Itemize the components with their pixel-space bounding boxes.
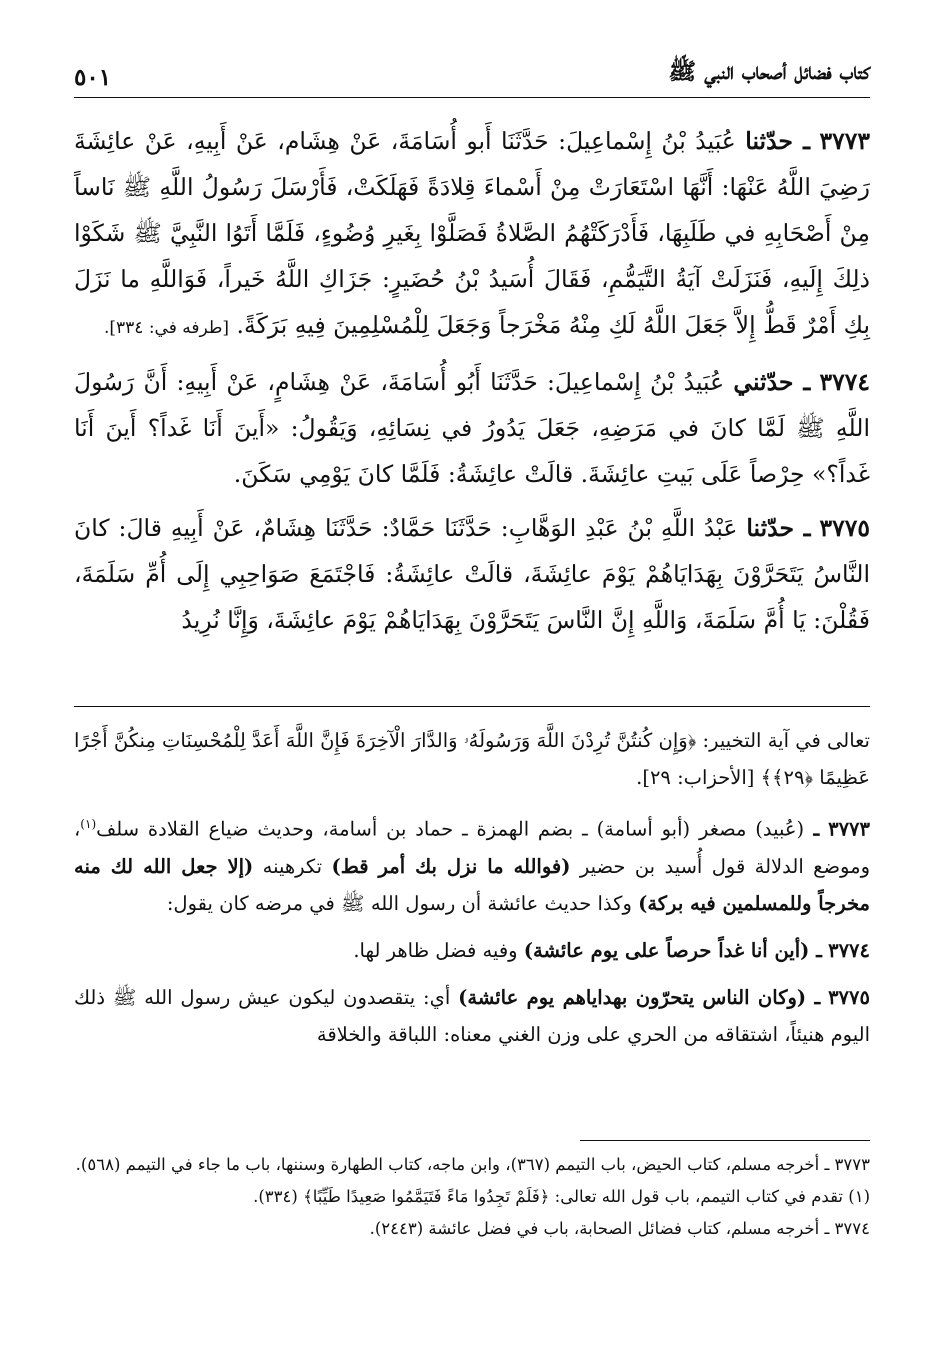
- hadith-opening: حدّثنا: [745, 127, 793, 155]
- commentary-quote: (فوالله ما نزل بك أمر قط): [331, 854, 571, 878]
- commentary-3773: ٣٧٧٣ ـ (عُبيد) مصغر (أبو أسامة) ـ بضم الهمزة ـ حماد بن أسامة، وحديث ضياع القلادة سلف$^{(١)}$، وموضع الدلالة قول أُسيد بن حضير (فوالله ما نزل بك أمر قط) تكرهينه (إلا جعل الله لك منه مخرجاً وللمسلمين فيه بركة) وكذا حديث عائشة أن رسول الله ﷺ في مرضه كان يقول:: [74, 817, 870, 915]
- hadith-text: [74, 118, 870, 651]
- commentary-quote: (إلا جعل الله لك منه مخرجاً وللمسلمين فيه بركة): [74, 854, 870, 915]
- commentary-3774: ٣٧٧٤ ـ (أين أنا غداً حرصاً على يوم عائشة) وفيه فضل ظاهر لها.: [353, 938, 870, 962]
- hadith-number: ٣٧٧٥: [819, 514, 870, 542]
- hadith-number: ٣٧٧٤: [819, 368, 870, 396]
- commentary-text: تكرهينه: [262, 854, 323, 878]
- footnotes: [74, 1150, 870, 1246]
- footnote: (١) تقدم في كتاب التيمم، باب قول الله تعالى: ﴿فَلَمْ تَجِدُوا مَاءً فَتَيَمَّمُوا صَعِيدًا طَيِّبًا﴾ (٣٣٤).: [253, 1187, 870, 1206]
- commentary-quote: (وكان الناس يتحرّون بهداياهم يوم عائشة): [458, 985, 807, 1009]
- hadith-tarf: [طرفه في: ٣٣٤].: [103, 318, 230, 338]
- hadith-3775: ٣٧٧٥ ـ حدّثنا عَبْدُ اللَّهِ بْنُ عَبْدِ الوَهَّابِ: حَدَّثَنَا حَمَّادٌ: حَدَّثَنَا هِشَامٌ، عَنْ أَبِيهِ قالَ: كانَ النَّاسُ يَتَحَرَّوْنَ بِهَدَايَاهُمْ يَوْمَ عائِشَةَ، قالَتْ عائِشَةُ: فَاجْتَمَعَ صَوَاحِبِي إِلَى أُمِّ سَلَمَةَ، فَقُلْنَ: يَا أُمَّ سَلَمَةَ، وَاللَّهِ إِنَّ النَّاسَ يَتَحَرَّوْنَ بِهَدَايَاهُمْ يَوْمَ عائِشَةَ، وَإِنَّا نُرِيدُ: [74, 514, 870, 634]
- header-title: كتاب فضائل أصحاب النبي ﷺ: [668, 58, 870, 85]
- footnote: ٣٧٧٤ ـ أخرجه مسلم، كتاب فضائل الصحابة، باب في فضل عائشة (٢٤٤٣).: [369, 1219, 870, 1238]
- footnote-divider: [580, 1140, 870, 1141]
- commentary-text: وكذا حديث عائشة أن رسول الله ﷺ في مرضه كان يقول:: [166, 891, 632, 915]
- commentary-text: وفيه فضل ظاهر لها.: [353, 938, 518, 962]
- commentary-3775: ٣٧٧٥ ـ (وكان الناس يتحرّون بهداياهم يوم عائشة) أي: يتقصدون ليكون عيش رسول الله ﷺ ذلك اليوم هنيئاً، اشتقاقه من الحري على وزن الغني معناه: اللباقة والخلاقة: [74, 985, 870, 1046]
- hadith-body: عُبَيدُ بْنُ إِسْماعِيلَ: حَدَّثَنَا أَبُو أُسَامَةَ، عَنْ هِشَامٍ، عَنْ أَبِيهِ: أَنَّ رَسُولَ اللَّهِ ﷺ لَمَّا كانَ في مَرَضِهِ، جَعَلَ يَدُورُ في نِسَائِهِ، وَيَقُولُ: «أَينَ أَنَا غَداً؟ أَينَ أَنَا غَداً؟» حِرْصاً عَلَى بَيتِ عائِشَةَ. قالَتْ عائِشَةُ: فَلَمَّا كانَ يَوْمِي سَكَنَ.: [74, 368, 870, 488]
- commentary-number: ٣٧٧٥: [828, 985, 870, 1009]
- footnote-ref: (١): [80, 817, 97, 831]
- hadith-body: عَبْدُ اللَّهِ بْنُ عَبْدِ الوَهَّابِ: حَدَّثَنَا حَمَّادٌ: حَدَّثَنَا هِشَامٌ، عَنْ أَبِيهِ قالَ: كانَ النَّاسُ يَتَحَرَّوْنَ بِهَدَايَاهُمْ يَوْمَ عائِشَةَ، قالَتْ عائِشَةُ: فَاجْتَمَعَ صَوَاحِبِي إِلَى أُمِّ سَلَمَةَ، فَقُلْنَ: يَا أُمَّ سَلَمَةَ، وَاللَّهِ إِنَّ النَّاسَ يَتَحَرَّوْنَ بِهَدَايَاهُمْ يَوْمَ عائِشَةَ، وَإِنَّا نُرِيدُ: [74, 514, 870, 634]
- hadith-opening: حدّثنا: [746, 514, 794, 542]
- commentary-text: ، وموضع الدلالة قول أُسيد بن حضير: [74, 817, 870, 878]
- commentary-intro: تعالى في آية التخيير: ﴿وَإِن كُنتُنَّ تُرِدْنَ اللَّهَ وَرَسُولَهُۥ وَالدَّارَ الْآخِرَةَ فَإِنَّ اللَّهَ أَعَدَّ لِلْمُحْسِنَاتِ مِنكُنَّ أَجْرًا عَظِيمًا ﴿٢٩﴾﴾ [الأحزاب: ٢٩].: [74, 729, 870, 789]
- hadith-opening: حدّثني: [733, 368, 794, 396]
- commentary-text: (عُبيد) مصغر (أبو أسامة) ـ بضم الهمزة ـ حماد بن أسامة، وحديث ضياع القلادة سلف: [96, 817, 805, 841]
- hadith-3774: ٣٧٧٤ ـ حدّثني عُبَيدُ بْنُ إِسْماعِيلَ: حَدَّثَنَا أَبُو أُسَامَةَ، عَنْ هِشَامٍ، عَنْ أَبِيهِ: أَنَّ رَسُولَ اللَّهِ ﷺ لَمَّا كانَ في مَرَضِهِ، جَعَلَ يَدُورُ في نِسَائِهِ، وَيَقُولُ: «أَينَ أَنَا غَداً؟ أَينَ أَنَا غَداً؟» حِرْصاً عَلَى بَيتِ عائِشَةَ. قالَتْ عائِشَةُ: فَلَمَّا كانَ يَوْمِي سَكَنَ.: [74, 368, 870, 488]
- footnote: ٣٧٧٣ ـ أخرجه مسلم، كتاب الحيض، باب التيمم (٣٦٧)، وابن ماجه، كتاب الطهارة وسننها، باب ما جاء في التيمم (٥٦٨).: [75, 1155, 870, 1174]
- hadith-body: عُبَيدُ بْنُ إِسْماعِيلَ: حَدَّثَنَا أَبو أُسَامَةَ، عَنْ هِشَام، عَنْ أَبِيهِ، عَنْ عائِشَةَ رَضِيَ اللَّهُ عَنْهَا: أَنَّهَا اسْتَعَارَتْ مِنْ أَسْماءَ قِلادَةً فَهَلَكَتْ، فَأَرْسَلَ رَسُولُ اللَّهِ ﷺ نَاساً مِنْ أَصْحَابِهِ في طَلَبِهَا، فَأَدْرَكَتْهُمُ الصَّلاةُ فَصَلَّوْا بِغَيرِ وُضُوءٍ، فَلَمَّا أَتَوُا النَّبِيَّ ﷺ شَكَوْا ذلِكَ إِلَيهِ، فَنَزَلَتْ آيَةُ التَّيَمُّمِ، فَقَالَ أُسَيدُ بْنُ حُضَيرٍ: جَزَاكِ اللَّهُ خَيراً، فَوَاللَّهِ ما نَزَلَ بِكِ أَمْرٌ قَطُّ إِلاَّ جَعَلَ اللَّهُ لَكِ مِنْهُ مَخْرَجاً وَجَعَلَ لِلْمُسْلِمِينَ فِيهِ بَرَكَةً.: [74, 127, 870, 339]
- page-number: ٥٠١: [74, 64, 112, 91]
- hadith-3773: ٣٧٧٣ ـ حدّثنا عُبَيدُ بْنُ إِسْماعِيلَ: حَدَّثَنَا أَبو أُسَامَةَ، عَنْ هِشَام، عَنْ أَبِيهِ، عَنْ عائِشَةَ رَضِيَ اللَّهُ عَنْهَا: أَنَّهَا اسْتَعَارَتْ مِنْ أَسْماءَ قِلادَةً فَهَلَكَتْ، فَأَرْسَلَ رَسُولُ اللَّهِ ﷺ نَاساً مِنْ أَصْحَابِهِ في طَلَبِهَا، فَأَدْرَكَتْهُمُ الصَّلاةُ فَصَلَّوْا بِغَيرِ وُضُوءٍ، فَلَمَّا أَتَوُا النَّبِيَّ ﷺ شَكَوْا ذلِكَ إِلَيهِ، فَنَزَلَتْ آيَةُ التَّيَمُّمِ، فَقَالَ أُسَيدُ بْنُ حُضَيرٍ: جَزَاكِ اللَّهُ خَيراً، فَوَاللَّهِ ما نَزَلَ بِكِ أَمْرٌ قَطُّ إِلاَّ جَعَلَ اللَّهُ لَكِ مِنْهُ مَخْرَجاً وَجَعَلَ لِلْمُسْلِمِينَ فِيهِ بَرَكَةً. [طرفه في: ٣٣٤].: [74, 127, 870, 339]
- hadith-number: ٣٧٧٣: [819, 127, 870, 155]
- commentary-quote: (أين أنا غداً حرصاً على يوم عائشة): [523, 938, 810, 962]
- commentary-text: أي: يتقصدون ليكون عيش رسول الله ﷺ ذلك اليوم هنيئاً، اشتقاقه من الحري على وزن الغني معناه: اللباقة والخلاقة: [74, 985, 870, 1046]
- running-header: [74, 58, 870, 98]
- commentary-number: ٣٧٧٣: [828, 817, 870, 841]
- commentary-section: [74, 722, 870, 1063]
- divider: [74, 706, 870, 707]
- commentary-number: ٣٧٧٤: [828, 938, 870, 962]
